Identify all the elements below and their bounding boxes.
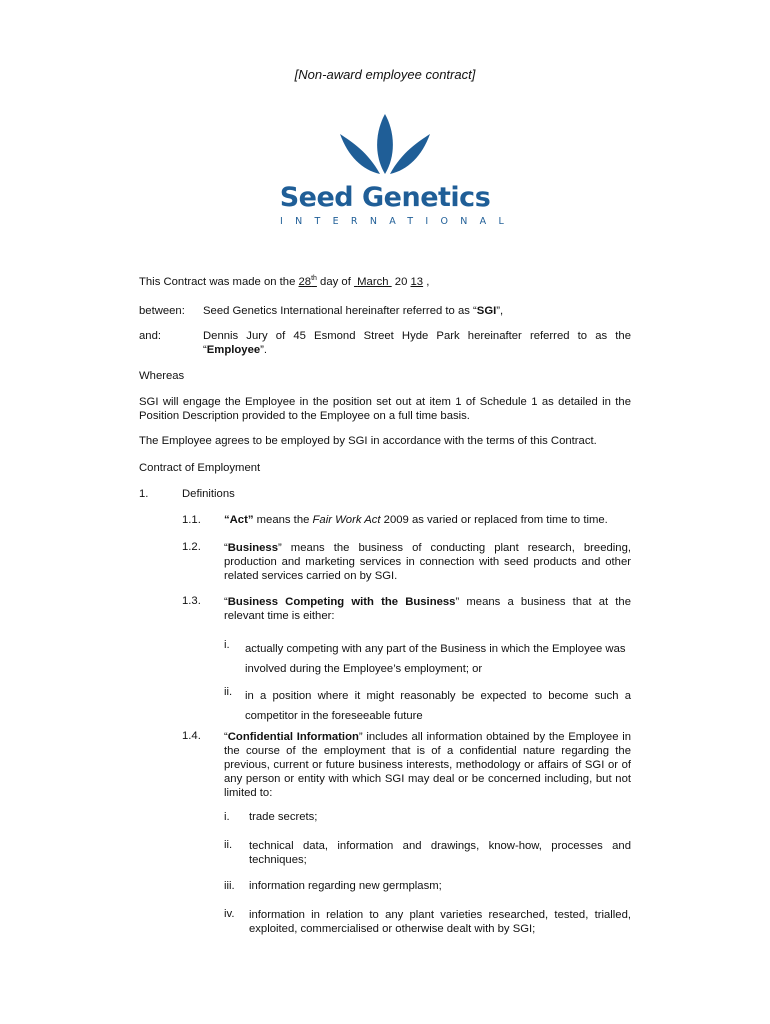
between-text: Seed Genetics International hereinafter referred to as “SGI”, <box>203 305 504 317</box>
list-item: information regarding new germplasm; <box>249 880 442 892</box>
logo-wordmark: Seed Genetics <box>279 182 491 213</box>
logo-subtitle: INTERNATIONAL <box>280 216 517 227</box>
section-number: 1. <box>139 488 149 500</box>
leaf-logo-icon <box>278 110 492 182</box>
contract-date-line: This Contract was made on the 28th day of March 20 13 , <box>139 275 430 288</box>
def-number: 1.4. <box>182 730 201 742</box>
list-item: information in relation to any plant varieties researched, tested, trialled, exploited, commercialised or otherwise dealt with by SGI; <box>249 909 631 935</box>
def-business-competing: “Business Competing with the Business” means a business that at the relevant time is either: <box>224 596 631 622</box>
recital-paragraph-1: SGI will engage the Employee in the position set out at item 1 of Schedule 1 as detailed in the Position Description provided to the Employee on a full time basis. <box>139 396 631 422</box>
list-item-number: i. <box>224 639 230 651</box>
list-item: actually competing with any part of the Business in which the Employee was involved during the Employee’s employment; or <box>245 643 626 675</box>
list-item-number: iii. <box>224 880 235 892</box>
def-number: 1.2. <box>182 541 201 553</box>
company-logo <box>278 110 517 227</box>
def-act: “Act” means the Fair Work Act 2009 as varied or replaced from time to time. <box>224 514 608 526</box>
list-item-number: ii. <box>224 839 233 851</box>
and-text: Dennis Jury of 45 Esmond Street Hyde Park hereinafter referred to as the “Employee”. <box>203 330 631 356</box>
def-business: “Business” means the business of conducting plant research, breeding, production and marketing services in connection with seed products and other related services carried on by SGI. <box>224 542 631 582</box>
section-title: Definitions <box>182 488 235 500</box>
list-item: trade secrets; <box>249 811 318 823</box>
def-number: 1.1. <box>182 514 201 526</box>
list-item-number: i. <box>224 811 230 823</box>
document-title: [Non-award employee contract] <box>294 67 476 82</box>
list-item-number: ii. <box>224 686 233 698</box>
contract-year: 13 <box>410 276 424 288</box>
contract-day: 28th <box>298 275 317 288</box>
recital-paragraph-2: The Employee agrees to be employed by SGI in accordance with the terms of this Contract. <box>139 435 597 447</box>
and-label: and: <box>139 330 161 342</box>
contract-month: March <box>357 276 389 288</box>
def-number: 1.3. <box>182 595 201 607</box>
list-item-number: iv. <box>224 908 235 920</box>
contract-heading: Contract of Employment <box>139 462 261 474</box>
whereas-heading: Whereas <box>139 370 185 382</box>
between-label: between: <box>139 305 185 317</box>
list-item: technical data, information and drawings, know-how, processes and techniques; <box>249 840 631 866</box>
def-confidential-information: “Confidential Information” includes all information obtained by the Employee in the course of the employment that is of a confidential nature regarding the previous, current or future business interests, methodology or affairs of SGI or of any person or entity with which SGI may deal or be concerned including, but not limited to: <box>224 731 631 799</box>
list-item: in a position where it might reasonably be expected to become such a competitor in the foreseeable future <box>245 690 631 722</box>
